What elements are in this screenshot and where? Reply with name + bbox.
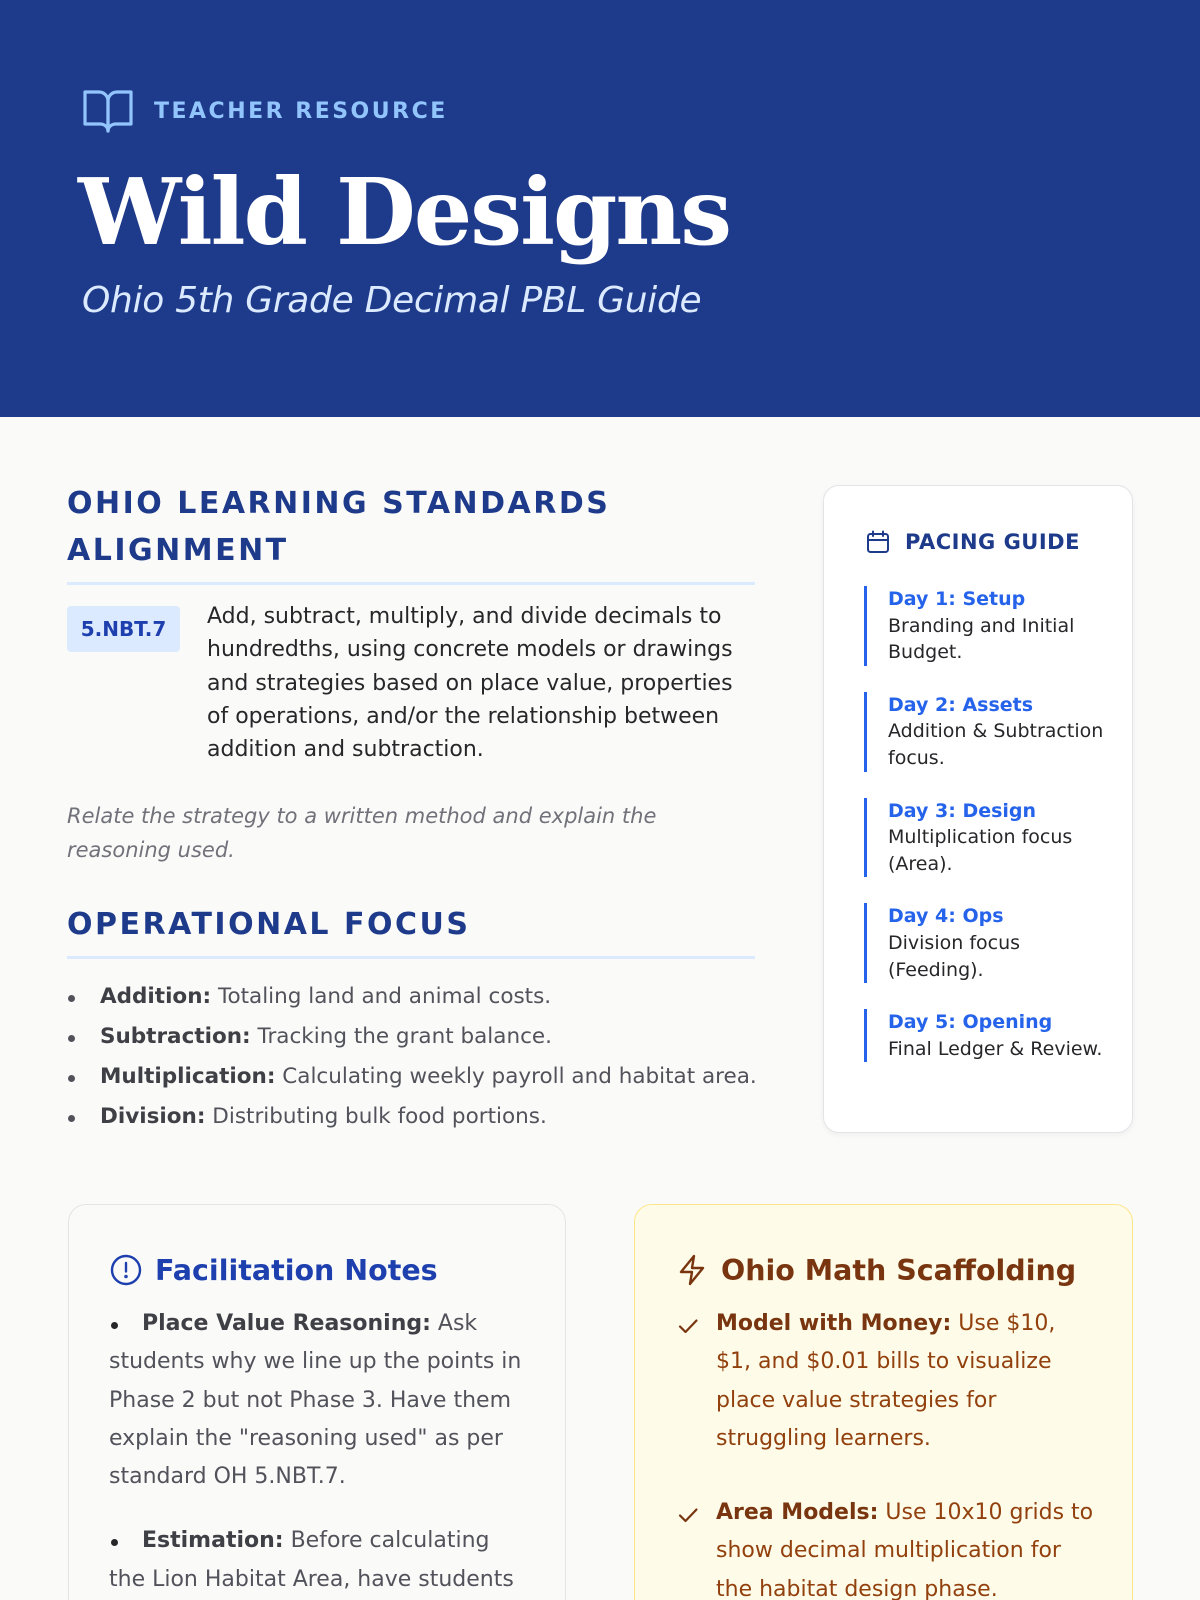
day-description: Division focus (Feeding). [888,931,1021,981]
list-item: Model with Money: Use $10, $1, and $0.01 bills to visualize place value strategies for struggling learners. [675,1305,1095,1458]
day-description: Final Ledger & Review. [888,1037,1103,1060]
list-item: Place Value Reasoning: Ask students why we line up the points in Phase 2 but not Phase 3. Have them explain the "reasoning used" as per standard OH 5.NBT.7. [109,1305,529,1496]
page-subtitle: Ohio 5th Grade Decimal PBL Guide [82,280,702,321]
standard-description: Add, subtract, multiply, and divide decimals to hundredths, using concrete models or drawings and strategies based on place value, properties of operations, and/or the relationship between addition and subtraction. [207,604,733,763]
day-title: Day 1: Setup [888,588,1026,610]
pacing-guide-title: PACING GUIDE [905,530,1080,554]
list-item: Division: Distributing bulk food portions. [67,1097,755,1137]
facilitation-notes-list [109,1305,529,1600]
facilitation-notes-card [68,1204,566,1600]
calendar-icon [865,529,891,555]
math-scaffolding-card [634,1204,1133,1600]
pacing-day [864,586,1104,666]
page-title: Wild Designs [78,158,731,266]
pacing-timeline [864,586,1104,1088]
check-icon [677,1315,699,1337]
day-title: Day 3: Design [888,799,1037,822]
day-description: Addition & Subtraction focus. [888,720,1104,769]
standard-code-badge: 5.NBT.7 [67,606,180,652]
list-item: Multiplication: Calculating weekly payroll and habitat area. [67,1057,755,1097]
pacing-guide-card [823,485,1133,1133]
day-description: Multiplication focus (Area). [888,826,1073,875]
list-item: Estimation: Before calculating the Lion Habitat Area, have students [109,1522,529,1599]
operational-focus-heading: OPERATIONAL FOCUS [67,901,755,959]
standards-heading: OHIO LEARNING STANDARDS ALIGNMENT [67,480,755,585]
day-title: Day 2: Assets [888,693,1034,716]
eyebrow-label: TEACHER RESOURCE [154,98,448,124]
alert-circle-icon [109,1253,143,1287]
pacing-day [864,798,1104,878]
math-scaffolding-title: Ohio Math Scaffolding [721,1253,1077,1287]
operational-focus-list [67,977,755,1137]
page-header [0,0,1200,417]
day-title: Day 5: Opening [888,1011,1053,1034]
day-title: Day 4: Ops [888,905,1004,928]
pacing-day [864,1009,1104,1062]
list-item: Addition: Totaling land and animal costs. [67,977,755,1017]
eyebrow [82,88,448,134]
facilitation-notes-header [109,1253,438,1287]
list-item: Subtraction: Tracking the grant balance. [67,1017,755,1057]
main-column [67,480,755,1137]
check-icon [677,1504,699,1526]
math-scaffolding-header [675,1253,1076,1287]
open-book-icon [82,88,134,134]
lightning-icon [675,1253,709,1287]
standard-row [67,606,755,766]
day-description: Branding and Initial Budget. [888,614,1075,664]
facilitation-notes-title: Facilitation Notes [155,1253,438,1287]
standard-note: Relate the strategy to a written method and explain the reasoning used. [67,804,657,862]
pacing-guide-header [865,529,1080,555]
pacing-day [864,903,1104,983]
math-scaffolding-list [675,1305,1095,1600]
list-item: Area Models: Use 10x10 grids to show decimal multiplication for the habitat design phase. [675,1494,1095,1600]
pacing-day [864,692,1104,772]
